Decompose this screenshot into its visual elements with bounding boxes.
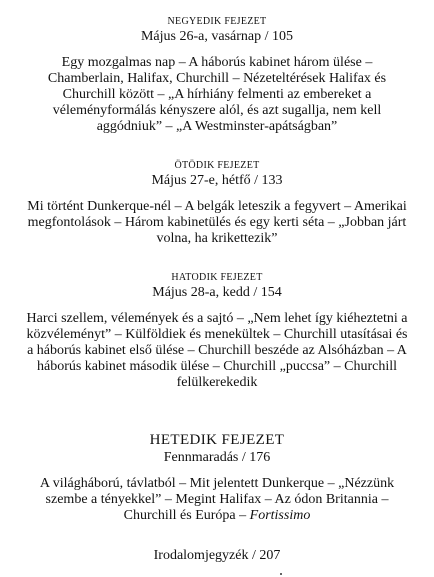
chapter-5-date: Május 27-e, hétfő / 133 [151,173,283,188]
chapter-7-date: Fennmaradás / 176 [163,450,271,465]
chapter-4-date: Május 26-a, vasárnap / 105 [140,29,294,44]
chapter-5 [24,160,410,247]
chapter-7-summary [24,476,410,524]
chapter-4 [24,16,410,135]
bibliography-entry: Irodalomjegyzék / 207 [153,548,281,563]
chapter-4-label: NEGYEDIK FEJEZET [167,16,267,27]
chapter-7-summary-text: A világháború, távlatból – Mit jelentett Dunkerque – „Nézzünk szembe a tényekkel” – Megint Halifax – Az ódon Britannia – Churchill és Európa – [39,476,395,523]
chapter-6-label: HATODIK FEJEZET [171,272,263,283]
chapter-6-summary: Harci szellem, vélemények és a sajtó – „Nem lehet így kiéheztetni a közvéleményt” – Külföldiek és menekültek – Churchill utasításai és a háborús kabinet első ülése – Churchill beszéde az Alsóházban – A háborús kabinet második ülése – Churchill „puccsa” – Churchill felülkerekedik [26,311,408,390]
chapter-4-summary: Egy mozgalmas nap – A háborús kabinet három ülése – Chamberlain, Halifax, Churchill – Nézeteltérések Halifax és Churchill között – „A hírhiány felmenti az embereket a véleményformálás kényszere alól, és azt sugallja, nem kell aggódniuk” – „A Westminster-apátságban” [47,55,387,134]
chapter-6 [24,272,410,391]
chapter-7 [24,432,410,524]
page-speck [280,573,282,575]
chapter-7-summary-italic: Fortissimo [249,508,311,523]
chapter-5-summary: Mi történt Dunkerque-nél – A belgák leteszik a fegyvert – Amerikai megfontolások – Három kabinetülés és egy kerti séta – „Jobban járt volna, ha krikettezik” [27,199,407,246]
chapter-5-label: ÖTÖDIK FEJEZET [174,160,260,171]
chapter-6-date: Május 28-a, kedd / 154 [152,285,282,300]
chapter-7-label: HETEDIK FEJEZET [149,432,285,448]
